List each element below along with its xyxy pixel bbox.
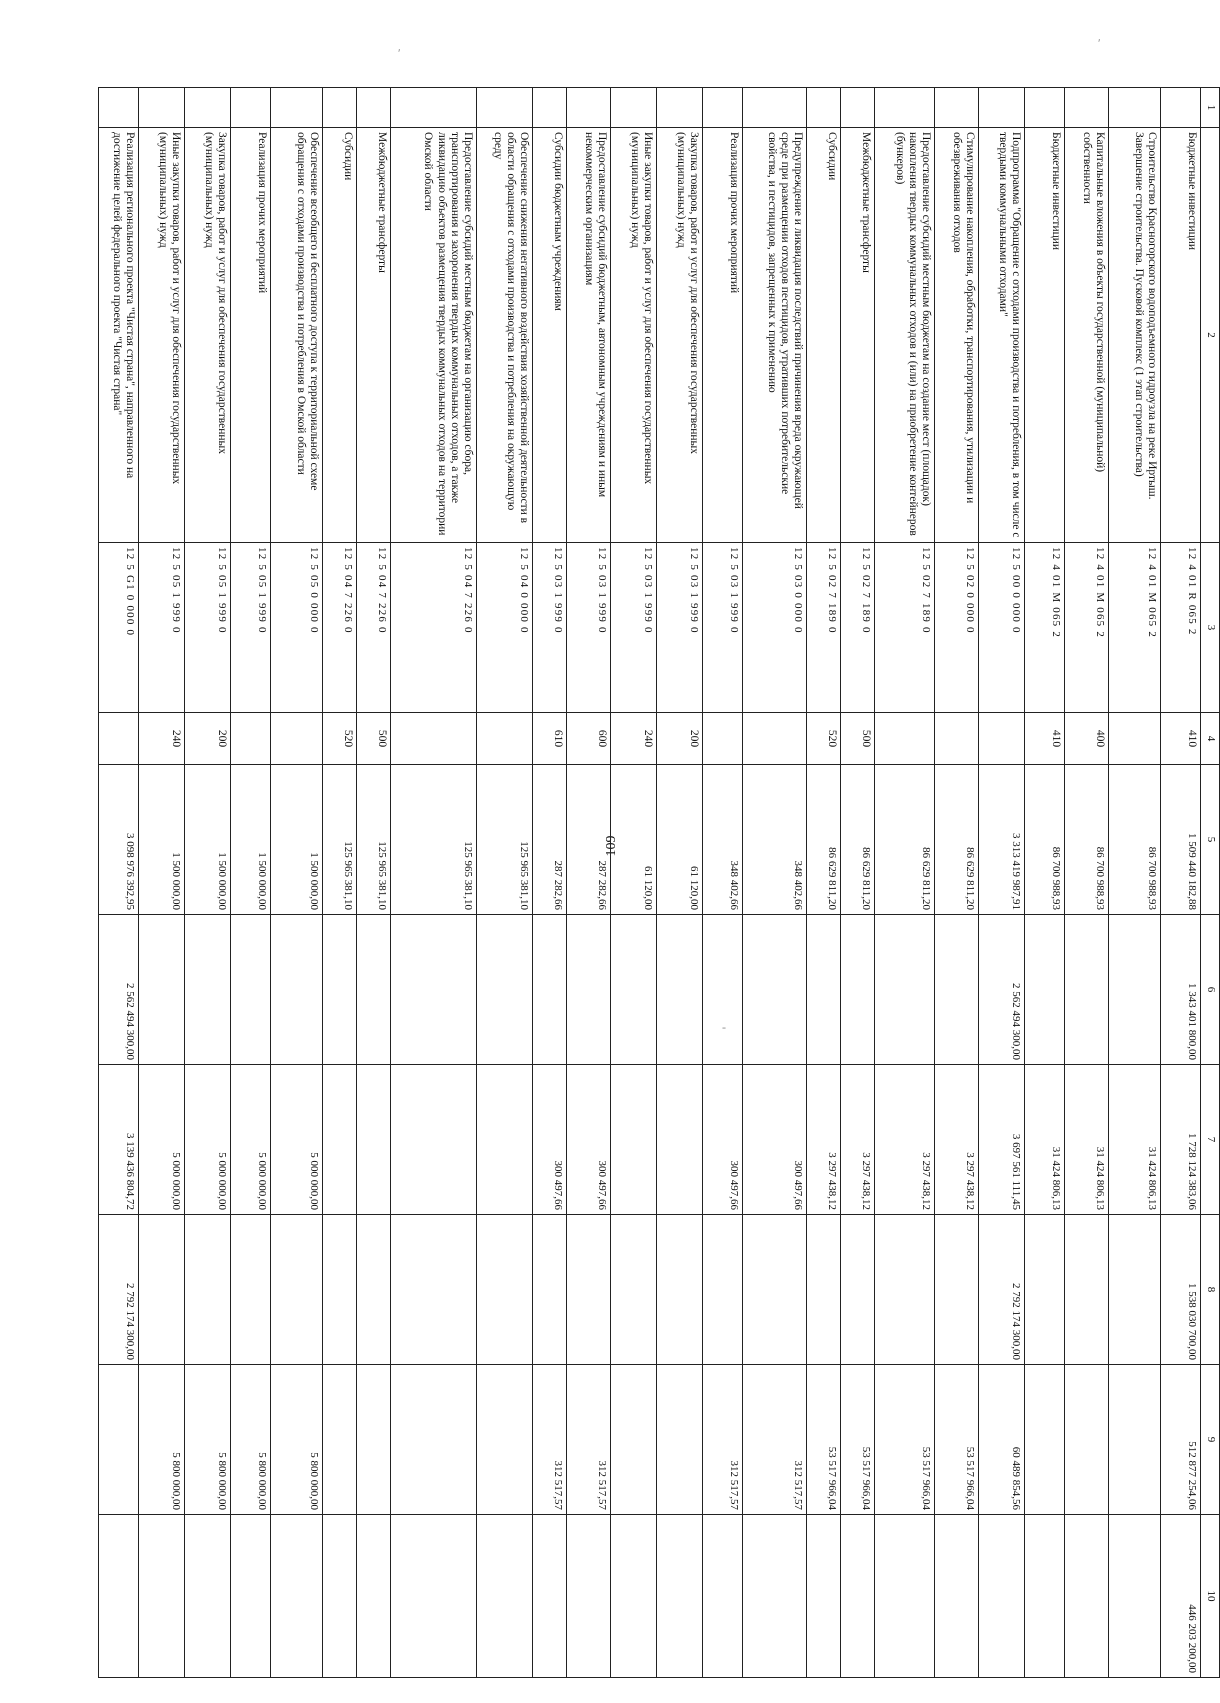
cell-row-number [1161, 88, 1201, 128]
scan-mark: ʹ [1098, 36, 1101, 50]
cell-name: Стимулирование накопления, обработки, транспортирования, утилизации и обезвреживания отходов [935, 128, 979, 543]
cell-name: Обеспечение снижения негативного воздействия хозяйственной деятельности в области обращения с отходами производства и потребления на окружающую среду [477, 128, 533, 543]
cell-value [841, 1515, 875, 1678]
cell-row-number [611, 88, 657, 128]
cell-value: 2 792 174 300,00 [979, 1215, 1025, 1365]
cell-value [477, 1515, 533, 1678]
cell-value [979, 1515, 1025, 1678]
cell-value [807, 1215, 841, 1365]
cell-value [139, 1215, 185, 1365]
cell-value [567, 1515, 611, 1678]
cell-value [1065, 915, 1109, 1065]
cell-code: 12 5 03 1 999 0 [611, 543, 657, 713]
rotated-page [90, 87, 1220, 1677]
cell-code: 12 5 02 7 189 0 [807, 543, 841, 713]
cell-name: Бюджетные инвестиции [1025, 128, 1065, 543]
cell-code: 12 5 04 7 226 0 [357, 543, 391, 713]
cell-value: 287 282,66 [533, 765, 567, 915]
cell-expense-type [231, 713, 271, 765]
cell-value: 446 203 200,00 [1161, 1515, 1201, 1678]
table-row [357, 88, 391, 1678]
cell-expense-type: 600 [567, 713, 611, 765]
cell-value [875, 915, 935, 1065]
cell-value [139, 915, 185, 1065]
cell-name: Закупка товаров, работ и услуг для обеспечения государственных (муниципальных) нужд [185, 128, 231, 543]
cell-value [657, 1215, 703, 1365]
cell-row-number [533, 88, 567, 128]
cell-value: 287 282,66 [567, 765, 611, 915]
table-row [841, 88, 875, 1678]
table-row [1109, 88, 1161, 1678]
cell-code: 12 5 03 1 999 0 [533, 543, 567, 713]
cell-code: 12 5 05 0 000 0 [271, 543, 323, 713]
cell-value [1109, 915, 1161, 1065]
cell-row-number [357, 88, 391, 128]
column-number: 7 [1201, 1065, 1220, 1215]
cell-value [533, 1515, 567, 1678]
cell-name: Строительство Красногорского водоподъемного гидроузла на реке Иртыш. Завершение строительства. Пусковой комплекс (1 этап строительства) [1109, 128, 1161, 543]
cell-expense-type [271, 713, 323, 765]
cell-code: 12 4 01 R 065 2 [1161, 543, 1201, 713]
cell-value: 512 877 254,06 [1161, 1365, 1201, 1515]
cell-value: 61 120,00 [611, 765, 657, 915]
cell-value: 1 728 124 383,06 [1161, 1065, 1201, 1215]
cell-row-number [743, 88, 807, 128]
cell-value: 1 509 440 182,88 [1161, 765, 1201, 915]
cell-code: 12 5 03 1 999 0 [657, 543, 703, 713]
table-row [703, 88, 743, 1678]
cell-value: 312 517,57 [703, 1365, 743, 1515]
column-number: 2 [1201, 128, 1220, 543]
cell-value [567, 915, 611, 1065]
cell-value [391, 1215, 477, 1365]
cell-row-number [391, 88, 477, 128]
cell-value: 86 700 988,93 [1065, 765, 1109, 915]
cell-code: 12 5 03 1 999 0 [567, 543, 611, 713]
cell-expense-type: 240 [139, 713, 185, 765]
cell-code: 12 5 03 0 000 0 [743, 543, 807, 713]
cell-value: 312 517,57 [567, 1365, 611, 1515]
cell-value: 86 700 988,93 [1025, 765, 1065, 915]
cell-value [185, 1215, 231, 1365]
cell-name: Предоставление субсидий бюджетным, автономным учреждениям и иным некоммерческим организациям [567, 128, 611, 543]
cell-value [477, 1365, 533, 1515]
cell-value: 1 500 000,00 [139, 765, 185, 915]
cell-name: Подпрограмма "Обращение с отходами производства и потребления, в том числе с твердыми коммунальными отходами" [979, 128, 1025, 543]
cell-expense-type [875, 713, 935, 765]
cell-name: Субсидии бюджетным учреждениям [533, 128, 567, 543]
table-row [477, 88, 533, 1678]
cell-value: 3 098 976 392,95 [99, 765, 139, 915]
cell-expense-type [99, 713, 139, 765]
table-row [391, 88, 477, 1678]
table-row [533, 88, 567, 1678]
cell-value [611, 915, 657, 1065]
cell-value [357, 1365, 391, 1515]
cell-value: 125 965 381,10 [391, 765, 477, 915]
cell-expense-type: 400 [1065, 713, 1109, 765]
cell-value [323, 1365, 357, 1515]
cell-value: 61 120,00 [657, 765, 703, 915]
cell-value [1025, 1515, 1065, 1678]
cell-code: 12 5 05 1 999 0 [139, 543, 185, 713]
cell-value [271, 1215, 323, 1365]
cell-value [357, 1515, 391, 1678]
cell-value [1065, 1515, 1109, 1678]
cell-value [807, 1515, 841, 1678]
cell-row-number [271, 88, 323, 128]
cell-value [357, 915, 391, 1065]
cell-code: 12 5 02 0 000 0 [935, 543, 979, 713]
cell-value: 300 497,66 [567, 1065, 611, 1215]
cell-expense-type [477, 713, 533, 765]
cell-value [611, 1065, 657, 1215]
cell-code: 12 4 01 M 065 2 [1025, 543, 1065, 713]
cell-value [1109, 1515, 1161, 1678]
cell-row-number [979, 88, 1025, 128]
cell-code: 12 5 04 7 226 0 [391, 543, 477, 713]
cell-value: 300 497,66 [743, 1065, 807, 1215]
cell-value: 3 697 561 111,45 [979, 1065, 1025, 1215]
cell-value: 312 517,57 [533, 1365, 567, 1515]
cell-value: 312 517,57 [743, 1365, 807, 1515]
table-row [1161, 88, 1201, 1678]
cell-value: 300 497,66 [703, 1065, 743, 1215]
cell-value [657, 1065, 703, 1215]
cell-expense-type [703, 713, 743, 765]
cell-row-number [99, 88, 139, 128]
cell-value [703, 1215, 743, 1365]
cell-value: 53 517 966,04 [935, 1365, 979, 1515]
cell-value [743, 1215, 807, 1365]
cell-value: 31 424 806,13 [1065, 1065, 1109, 1215]
cell-name: Субсидии [807, 128, 841, 543]
cell-value [657, 915, 703, 1065]
cell-value [935, 1215, 979, 1365]
cell-value: 5 000 000,00 [271, 1065, 323, 1215]
scan-mark: ʹ [398, 46, 401, 60]
cell-expense-type [743, 713, 807, 765]
cell-expense-type: 200 [185, 713, 231, 765]
cell-value [611, 1365, 657, 1515]
table-row [323, 88, 357, 1678]
cell-row-number [657, 88, 703, 128]
cell-row-number [567, 88, 611, 128]
cell-name: Бюджетные инвестиции [1161, 128, 1201, 543]
column-number: 10 [1201, 1515, 1220, 1678]
cell-code: 12 4 01 M 065 2 [1065, 543, 1109, 713]
cell-value [391, 1515, 477, 1678]
cell-value [533, 1215, 567, 1365]
budget-table [98, 87, 1220, 1678]
cell-row-number [1025, 88, 1065, 128]
cell-value: 53 517 966,04 [841, 1365, 875, 1515]
scan-mark: - [722, 1020, 726, 1034]
cell-expense-type [935, 713, 979, 765]
cell-expense-type [1109, 713, 1161, 765]
cell-value: 3 313 419 987,91 [979, 765, 1025, 915]
cell-expense-type: 520 [807, 713, 841, 765]
table-row [657, 88, 703, 1678]
cell-value [1025, 1365, 1065, 1515]
cell-value: 5 800 000,00 [185, 1365, 231, 1515]
cell-code: 12 5 03 1 999 0 [703, 543, 743, 713]
cell-value: 5 800 000,00 [231, 1365, 271, 1515]
cell-value [477, 1065, 533, 1215]
table-row [611, 88, 657, 1678]
cell-row-number [323, 88, 357, 128]
table-body [99, 88, 1201, 1678]
cell-code: 12 4 01 M 065 2 [1109, 543, 1161, 713]
cell-value [1025, 1215, 1065, 1365]
cell-value: 1 538 030 700,00 [1161, 1215, 1201, 1365]
cell-value: 86 629 811,20 [935, 765, 979, 915]
column-number: 4 [1201, 713, 1220, 765]
cell-value [357, 1215, 391, 1365]
cell-value [657, 1515, 703, 1678]
cell-expense-type: 610 [533, 713, 567, 765]
cell-value [807, 915, 841, 1065]
cell-value: 31 424 806,13 [1025, 1065, 1065, 1215]
cell-value [1065, 1365, 1109, 1515]
cell-value: 60 489 854,56 [979, 1365, 1025, 1515]
cell-value [323, 915, 357, 1065]
cell-name: Закупка товаров, работ и услуг для обеспечения государственных (муниципальных) нужд [657, 128, 703, 543]
cell-code: 12 5 04 7 226 0 [323, 543, 357, 713]
cell-code: 12 5 00 0 000 0 [979, 543, 1025, 713]
cell-value [875, 1515, 935, 1678]
cell-value [231, 1215, 271, 1365]
cell-expense-type: 500 [841, 713, 875, 765]
page-number: 109 [604, 835, 619, 857]
cell-value: 2 562 494 300,00 [99, 915, 139, 1065]
table-row [935, 88, 979, 1678]
cell-value [139, 1515, 185, 1678]
cell-value [935, 1515, 979, 1678]
cell-name: Реализация прочих мероприятий [703, 128, 743, 543]
cell-value: 31 424 806,13 [1109, 1065, 1161, 1215]
table-row [979, 88, 1025, 1678]
cell-name: Межбюджетные трансферты [357, 128, 391, 543]
cell-value [1065, 1215, 1109, 1365]
cell-value: 300 497,66 [533, 1065, 567, 1215]
cell-row-number [703, 88, 743, 128]
cell-value [611, 1215, 657, 1365]
cell-code: 12 5 05 1 999 0 [185, 543, 231, 713]
cell-value [231, 915, 271, 1065]
cell-name: Иные закупки товаров, работ и услуг для обеспечения государственных (муниципальных) нужд [611, 128, 657, 543]
column-number-row [1201, 88, 1220, 1678]
cell-value [357, 1065, 391, 1215]
cell-row-number [139, 88, 185, 128]
cell-value: 3 297 438,12 [841, 1065, 875, 1215]
cell-code: 12 5 02 7 189 0 [875, 543, 935, 713]
cell-code: 12 5 G1 0 000 0 [99, 543, 139, 713]
cell-value: 86 629 811,20 [807, 765, 841, 915]
cell-value [391, 915, 477, 1065]
cell-value [185, 1515, 231, 1678]
cell-value: 125 965 381,10 [323, 765, 357, 915]
cell-value [743, 1515, 807, 1678]
cell-expense-type: 200 [657, 713, 703, 765]
cell-code: 12 5 02 7 189 0 [841, 543, 875, 713]
cell-name: Предоставление субсидий местным бюджетам на организацию сбора, транспортирования и захоронения твердых коммунальных отходов, а также ликвидацию объектов размещения твердых коммунальных отходов на территории Омской области [391, 128, 477, 543]
cell-value: 1 500 000,00 [231, 765, 271, 915]
cell-value [703, 1515, 743, 1678]
cell-value: 3 139 436 804,72 [99, 1065, 139, 1215]
cell-value: 2 562 494 300,00 [979, 915, 1025, 1065]
cell-value [323, 1215, 357, 1365]
cell-expense-type: 410 [1025, 713, 1065, 765]
cell-expense-type: 500 [357, 713, 391, 765]
cell-value: 5 800 000,00 [271, 1365, 323, 1515]
cell-value: 3 297 438,12 [875, 1065, 935, 1215]
cell-name: Капитальные вложения в объекты государственной (муниципальной) собственности [1065, 128, 1109, 543]
cell-expense-type: 520 [323, 713, 357, 765]
cell-row-number [231, 88, 271, 128]
cell-name: Субсидии [323, 128, 357, 543]
table-row [1025, 88, 1065, 1678]
cell-row-number [841, 88, 875, 128]
cell-value [271, 915, 323, 1065]
cell-value: 2 792 174 300,00 [99, 1215, 139, 1365]
cell-value: 3 297 438,12 [807, 1065, 841, 1215]
cell-value: 86 700 988,93 [1109, 765, 1161, 915]
cell-value: 125 965 381,10 [357, 765, 391, 915]
table-row [807, 88, 841, 1678]
cell-name: Предупреждение и ликвидация последствий причинения вреда окружающей среде при размещении отходов пестицидов, утративших потребительские свойства, и пестицидов, запрещенных к применению [743, 128, 807, 543]
cell-value [185, 915, 231, 1065]
cell-value [477, 1215, 533, 1365]
cell-value: 5 800 000,00 [139, 1365, 185, 1515]
cell-value: 53 517 966,04 [875, 1365, 935, 1515]
cell-row-number [1065, 88, 1109, 128]
table-row [1065, 88, 1109, 1678]
cell-value: 86 629 811,20 [875, 765, 935, 915]
cell-value [1025, 915, 1065, 1065]
cell-row-number [875, 88, 935, 128]
cell-value: 1 500 000,00 [271, 765, 323, 915]
cell-row-number [1109, 88, 1161, 128]
table-row [139, 88, 185, 1678]
cell-value [231, 1515, 271, 1678]
table-row [875, 88, 935, 1678]
cell-value [99, 1365, 139, 1515]
cell-value [657, 1365, 703, 1515]
cell-value [1109, 1365, 1161, 1515]
cell-value [935, 915, 979, 1065]
cell-value [391, 1065, 477, 1215]
cell-expense-type [391, 713, 477, 765]
column-number: 1 [1201, 88, 1220, 128]
table-row [743, 88, 807, 1678]
cell-name: Иные закупки товаров, работ и услуг для обеспечения государственных (муниципальных) нужд [139, 128, 185, 543]
table-row [185, 88, 231, 1678]
cell-value: 1 343 401 800,00 [1161, 915, 1201, 1065]
cell-row-number [185, 88, 231, 128]
table-row [271, 88, 323, 1678]
cell-value [391, 1365, 477, 1515]
cell-value: 53 517 966,04 [807, 1365, 841, 1515]
column-number: 9 [1201, 1365, 1220, 1515]
cell-value [99, 1515, 139, 1678]
cell-value: 1 500 000,00 [185, 765, 231, 915]
cell-expense-type: 240 [611, 713, 657, 765]
cell-value: 5 000 000,00 [139, 1065, 185, 1215]
cell-name: Межбюджетные трансферты [841, 128, 875, 543]
column-number: 6 [1201, 915, 1220, 1065]
cell-name: Предоставление субсидий местным бюджетам на создание мест (площадок) накопления твердых коммунальных отходов и (или) на приобретение контейнеров (бункеров) [875, 128, 935, 543]
cell-name: Реализация прочих мероприятий [231, 128, 271, 543]
cell-value [533, 915, 567, 1065]
cell-row-number [477, 88, 533, 128]
cell-value: 5 000 000,00 [185, 1065, 231, 1215]
cell-value: 125 965 381,10 [477, 765, 533, 915]
column-number: 3 [1201, 543, 1220, 713]
cell-row-number [807, 88, 841, 128]
cell-value: 5 000 000,00 [231, 1065, 271, 1215]
cell-value [743, 915, 807, 1065]
table-row [99, 88, 139, 1678]
cell-expense-type: 410 [1161, 713, 1201, 765]
cell-value [323, 1515, 357, 1678]
cell-value [323, 1065, 357, 1215]
cell-value [611, 1515, 657, 1678]
table-row [231, 88, 271, 1678]
cell-expense-type [979, 713, 1025, 765]
cell-value: 86 629 811,20 [841, 765, 875, 915]
cell-value [477, 915, 533, 1065]
column-number: 5 [1201, 765, 1220, 915]
cell-value [875, 1215, 935, 1365]
cell-value [703, 915, 743, 1065]
cell-code: 12 5 05 1 999 0 [231, 543, 271, 713]
cell-value [271, 1515, 323, 1678]
cell-value: 348 402,66 [743, 765, 807, 915]
table-row [567, 88, 611, 1678]
cell-value [841, 1215, 875, 1365]
cell-row-number [935, 88, 979, 128]
cell-name: Реализация регионального проекта "Чистая страна", направленного на достижение целей федерального проекта "Чистая страна" [99, 128, 139, 543]
column-number: 8 [1201, 1215, 1220, 1365]
cell-value [1109, 1215, 1161, 1365]
cell-value [841, 915, 875, 1065]
cell-value: 348 402,66 [703, 765, 743, 915]
cell-code: 12 5 04 0 000 0 [477, 543, 533, 713]
cell-value [567, 1215, 611, 1365]
cell-value: 3 297 438,12 [935, 1065, 979, 1215]
cell-name: Обеспечение всеобщего и бесплатного доступа к территориальной схеме обращения с отходами производства и потребления в Омской области [271, 128, 323, 543]
